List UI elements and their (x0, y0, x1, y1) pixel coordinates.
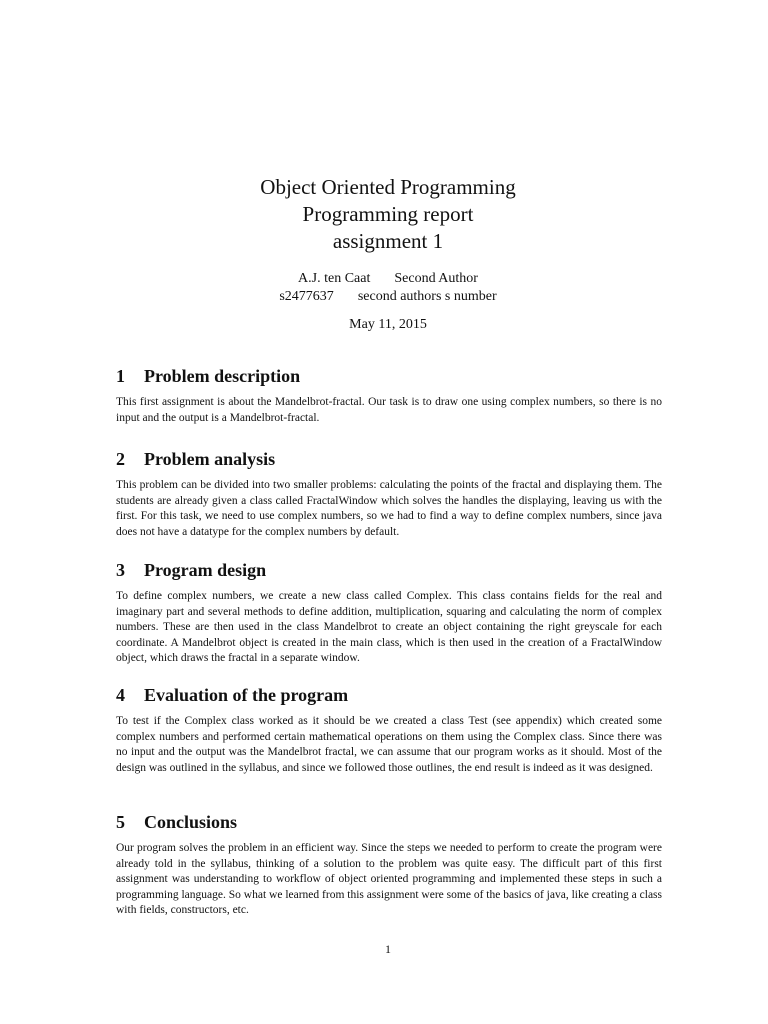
author-2-id: second authors s number (357, 289, 497, 304)
document-date: May 11, 2015 (349, 317, 427, 332)
title-line-3: assignment 1 (332, 229, 444, 253)
section-title: Conclusions (144, 812, 238, 832)
section-problem-analysis (116, 448, 662, 540)
page-number: 1 (385, 942, 391, 956)
title-block (0, 174, 768, 255)
author-1-name: A.J. ten Caat (298, 271, 371, 286)
section-number: 5 (116, 812, 125, 832)
section-conclusions (116, 811, 662, 919)
title-line-2: Programming report (302, 202, 474, 226)
section-number: 2 (116, 449, 125, 469)
section-heading (116, 365, 662, 387)
section-number: 3 (116, 560, 125, 580)
section-number: 1 (116, 366, 125, 386)
section-body: To define complex numbers, we create a new class called Complex. This class contains fields for the real and imaginary part and several methods to define addition, multiplication, squaring and calculating the norm of complex numbers. These are then used in the class Mandelbrot to create an object containing the right greyscale for each coordinate. A Mandelbrot object is created in the main class, which is then used in the creation of a FractalWindow object, which draws the fractal in a separate window. (116, 590, 662, 664)
section-title: Problem description (144, 366, 301, 386)
section-heading (116, 448, 662, 470)
section-body: Our program solves the problem in an efficient way. Since the steps we needed to perform to create the program were already told in the syllabus, thinking of a solution to the problem was quite easy. The difficult part of this first assignment was understanding to workflow of object oriented programming and implemented these steps in such a programming language. So what we learned from this assignment were some of the basics of java, like creating a class with fields, constructors, etc. (116, 842, 662, 916)
authors-block (0, 270, 768, 306)
author-names-row (0, 270, 768, 288)
title-line-1: Object Oriented Programming (260, 175, 516, 199)
author-2-name: Second Author (394, 271, 478, 286)
author-1-id: s2477637 (279, 289, 334, 304)
section-title: Problem analysis (144, 449, 276, 469)
section-heading (116, 559, 662, 581)
section-problem-description (116, 365, 662, 426)
section-title: Evaluation of the program (144, 685, 349, 705)
section-body: To test if the Complex class worked as it should be we created a class Test (see appendix) which created some complex numbers and performed certain mathematical operations on them using the Complex class. Since there was no input and the output was the Mandelbrot fractal, we can assume that our program works as it should. Most of the design was outlined in the syllabus, and since we followed those outlines, the end result is indeed as it was designed. (116, 715, 662, 774)
section-title: Program design (144, 560, 267, 580)
author-ids-row (0, 288, 768, 306)
section-evaluation (116, 684, 662, 776)
section-body: This first assignment is about the Mandelbrot-fractal. Our task is to draw one using complex numbers, so there is no input and the output is a Mandelbrot-fractal. (116, 396, 662, 424)
section-number: 4 (116, 685, 125, 705)
section-body: This problem can be divided into two smaller problems: calculating the points of the fractal and displaying them. The students are already given a class called FractalWindow which solves the handles the displaying, leaving us with the first. For this task, we need to use complex numbers, so we had to find a way to define complex numbers, since java does not have a datatype for the complex numbers by default. (116, 479, 662, 538)
section-heading (116, 811, 662, 833)
section-program-design (116, 559, 662, 667)
section-heading (116, 684, 662, 706)
